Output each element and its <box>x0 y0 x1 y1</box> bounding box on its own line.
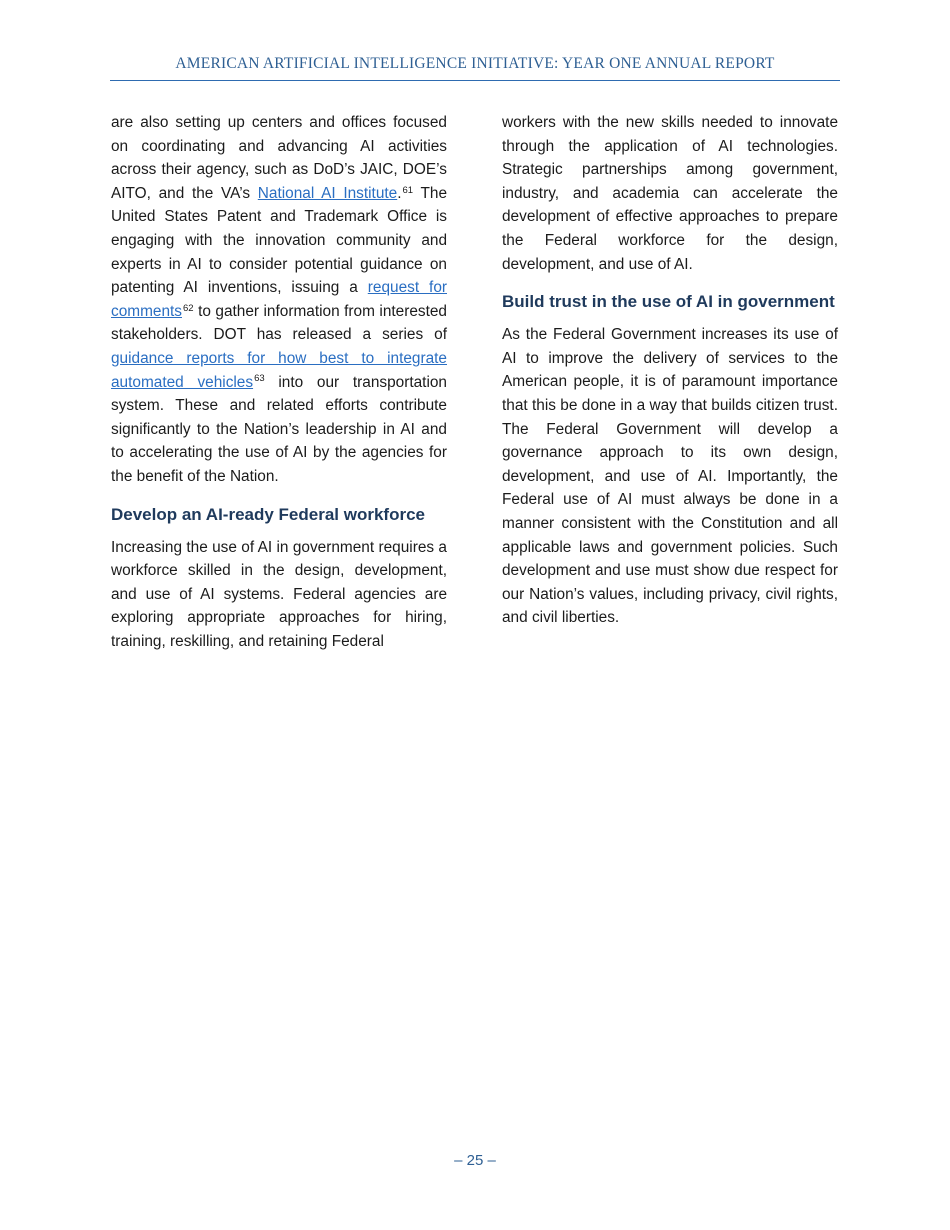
paragraph-trust: As the Federal Government increases its use of AI to improve the delivery of services to the American people, it is of paramount importance that this be done in a way that builds citizen trust. The Federal Government will develop a governance approach to its own design, development, and use of AI. Importantly, the Federal use of AI must always be done in a manner consistent with the Constitution and all applicable laws and government policies. Such development and use must show due respect for our Nation’s values, including privacy, civil rights, and civil liberties. <box>502 326 838 627</box>
paragraph-workforce-continued: workers with the new skills needed to innovate through the application of AI technologies. Strategic partnerships among government, industry, and academia can accelerate the development of effective approaches to prepare the Federal workforce for the design, development, and use of AI. <box>502 114 838 273</box>
running-header: AMERICAN ARTIFICIAL INTELLIGENCE INITIATIVE: YEAR ONE ANNUAL REPORT <box>175 55 775 72</box>
paragraph-text: into our transportation system. These and related efforts contribute significantly to the Nation’s leadership in AI and to accelerating the use of AI by the agencies for the benefit of the Nation. <box>111 373 447 485</box>
paragraph-agency-centers <box>111 111 447 489</box>
footnote-marker: 61 <box>402 184 414 196</box>
right-column <box>502 111 838 644</box>
header-divider <box>110 80 840 81</box>
section-heading-trust: Build trust in the use of AI in government <box>502 292 835 312</box>
link-request-for-comments[interactable]: request for comments <box>111 279 447 320</box>
left-column <box>111 111 447 667</box>
link-automated-vehicles-guidance[interactable]: guidance reports for how best to integrate automated vehicles <box>111 349 447 391</box>
footnote-marker: 62 <box>183 302 194 314</box>
footnote-marker: 63 <box>254 373 265 385</box>
link-national-ai-institute[interactable]: National AI Institute <box>257 184 398 202</box>
paragraph-text: to gather information from interested stakeholders. DOT has released a series of <box>111 302 447 344</box>
paragraph-workforce: Increasing the use of AI in government requires a workforce skilled in the design, development, and use of AI systems. Federal agencies are exploring appropriate approaches for hiring, training, reskilling, and retaining Federal <box>111 538 447 650</box>
section-heading-workforce: Develop an AI-ready Federal workforce <box>111 504 425 524</box>
paragraph-text: are also setting up centers and offices focused on coordinating and advancing AI activities across their agency, such as DoD’s JAIC, DOE’s AITO, and the VA’s <box>111 114 447 202</box>
paragraph-text: . <box>397 184 402 202</box>
page-number: – 25 – <box>454 1152 496 1169</box>
paragraph-text: The United States Patent and Trademark Office is engaging with the innovation community and experts in AI to consider potential guidance on patenting AI inventions, issuing a <box>111 184 448 297</box>
